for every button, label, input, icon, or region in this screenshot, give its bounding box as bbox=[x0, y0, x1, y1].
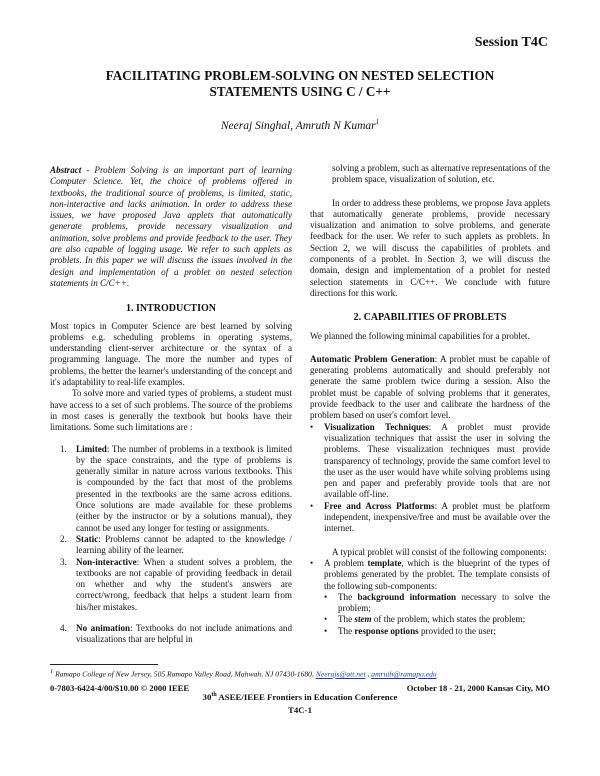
list-item bbox=[310, 558, 550, 637]
footnote-divider bbox=[50, 664, 158, 665]
title-line-2: STATEMENTS USING C / C++ bbox=[209, 84, 391, 99]
authors bbox=[60, 118, 540, 132]
template-term: template bbox=[367, 557, 402, 568]
bullet-icon: • bbox=[324, 614, 328, 625]
intro-paragraph-2: To solve more and varied types of problems, a student must have access to a set of such problems. The source of the problems in most cases is generally the textbook but books have their limitations. Some such limitations are : bbox=[50, 388, 292, 433]
item-term: No animation bbox=[76, 622, 131, 633]
template-text: , which is the blueprint of the types of problems generated by the problet. The template consists of the following sub-components: bbox=[324, 557, 550, 591]
sub-pre: The bbox=[338, 625, 355, 636]
right-paragraph-1 bbox=[310, 198, 550, 300]
bullet-icon: • bbox=[310, 500, 314, 511]
bullet-term: Free and Across Platforms bbox=[324, 500, 435, 511]
list-item bbox=[50, 534, 292, 557]
abstract-text: - Problem Solving is an important part of learning Computer Science. Yet, the choice of problems offered in textbooks, the traditional source of problems, is limited, static, non-interactive and lacks animation. In order to address these issues, we have proposed Java applets that automatically generate problems, provide necessary visualization and animation, solve problems and provide feedback to the user. They are also capable of logging usage. We refer to such applets as problets. In this paper we will discuss the issues involved in the design and implementation of a problet on nested selection statements in C/C++. bbox=[50, 165, 292, 288]
left-column bbox=[50, 165, 292, 646]
conference-name: ASEE/IEEE Frontiers in Education Conference bbox=[216, 692, 398, 702]
bullet-icon: • bbox=[324, 591, 328, 602]
footer-conference bbox=[0, 692, 600, 702]
list-item bbox=[50, 444, 292, 534]
footnote-separator: , bbox=[365, 669, 372, 679]
list-item bbox=[310, 501, 550, 535]
footer-date-location: October 18 - 21, 2000 Kansas City, MO bbox=[406, 683, 550, 693]
item-text: : Textbooks do not include animations and visualizations that are helpful in bbox=[76, 622, 292, 645]
item-text: : The number of problems in a textbook is limited by the space constraints, and the type of problems is generally similar in nature across various textbooks. This is compounded by the fact that most of the problems presented in the textbooks are the same across editions. Once solutions are made available for these problems (either by the instructor or by a solutions manual), they cannot be used any longer for testing or assignments. bbox=[76, 443, 292, 533]
list-item bbox=[50, 623, 292, 646]
template-subcomponents bbox=[324, 592, 550, 637]
sub-pre: The bbox=[338, 591, 358, 602]
right-column bbox=[310, 163, 550, 637]
list-item bbox=[310, 422, 550, 501]
list-item bbox=[324, 614, 550, 625]
template-pre: A problem bbox=[324, 557, 368, 568]
bullet-term: Visualization Techniques bbox=[324, 421, 429, 432]
conference-number: 30 bbox=[202, 692, 212, 702]
item-text: : Problems cannot be adapted to the knowledge / learning ability of the learner. bbox=[76, 533, 292, 556]
right-paragraph-1-text: In order to address these problems, we propose Java applets that automatically generate problems, provide necessary visualization and animation to solve problems, and generate feedback for the user. We refer to such applets as problets. In Section 2, we will discuss the capabilities of problets and components of a problet. In Section 3, we will discuss the domain, design and implementation of a problet for nested selection statements in C/C++. We conclude with future directions for this work. bbox=[310, 197, 550, 298]
sub-text: of the problem, which states the problem; bbox=[371, 614, 526, 625]
bullet-icon: • bbox=[310, 557, 314, 568]
bullet-text: : A problet must provide visualization techniques that assist the user in solving the problems. These visualization techniques must provide transparency of technology, provide the same comfort level to the user as the user would have while solving problems using pen and paper and preferably provide tools that are not available off-line. bbox=[324, 421, 550, 500]
item-term: Static bbox=[76, 533, 99, 544]
footnote bbox=[50, 668, 555, 679]
item-text: : When a student solves a problem, the textbooks are not capable of providing feedback in detail on whether and why the student's answers are correct/wrong, feedback that helps a student learn from his/her mistakes. bbox=[76, 556, 292, 612]
email-link-1[interactable]: Neerajs@att.net bbox=[315, 669, 366, 679]
limitations-list bbox=[50, 444, 292, 646]
author-footnote-mark: 1 bbox=[375, 118, 380, 126]
footnote-mark: 1 bbox=[50, 668, 54, 675]
paper-title bbox=[60, 68, 540, 100]
footnote-text: Ramapo College of New Jersey, 505 Ramapo Valley Road, Mahwah, NJ 07430-1680, bbox=[53, 669, 316, 679]
email-link-2[interactable]: amruth@ramapo.edu bbox=[371, 669, 437, 679]
bullet-text: : A problet must be platform independent, inexpensive/free and must be available over the internet. bbox=[324, 500, 551, 534]
item-number: 2. bbox=[60, 533, 67, 544]
conference-ordinal: th bbox=[211, 692, 217, 699]
list-item bbox=[324, 592, 550, 615]
item-term: Non-interactive bbox=[76, 556, 137, 567]
item-number: 1. bbox=[60, 443, 67, 454]
sub-pre: The bbox=[338, 614, 355, 625]
item-number: 3. bbox=[60, 556, 67, 567]
item-term: Limited bbox=[76, 443, 107, 454]
components-list bbox=[310, 558, 550, 637]
intro-paragraph-1: Most topics in Computer Science are best learned by solving problems e.g. scheduling problems in operating systems, understanding client-server architecture or the syntax of a programming language. The more the number and types of problems, the better the learner's understanding of the concept and it's adaptability to real-life examples. bbox=[50, 320, 292, 388]
apg-text: : A problet must be capable of generating problems automatically and should preferably not generate the same problem twice during a session. Also the problet must be capable of solving problems that it generates, provide feedback to the user and calibrate the hardness of the problem based on user's comfort level. bbox=[310, 353, 550, 421]
abstract bbox=[50, 165, 292, 289]
bullet-icon: • bbox=[324, 625, 328, 636]
capabilities-list bbox=[310, 422, 550, 535]
apg-term: Automatic Problem Generation bbox=[310, 353, 435, 364]
section-heading-introduction: 1. INTRODUCTION bbox=[125, 303, 216, 315]
list-item bbox=[50, 557, 292, 613]
footer-isbn: 0-7803-6424-4/00/$10.00 © 2000 IEEE bbox=[50, 683, 190, 693]
section-heading-capabilities: 2. CAPABILITIES OF PROBLETS bbox=[353, 312, 507, 324]
capabilities-intro: We planned the following minimal capabilities for a problet. bbox=[310, 330, 530, 341]
continued-list-text: solving a problem, such as alternative representations of the problem space, visualization of solution, etc. bbox=[332, 163, 550, 185]
item-number: 4. bbox=[60, 622, 67, 633]
sub-term: stem bbox=[354, 614, 372, 625]
bullet-icon: • bbox=[310, 421, 314, 432]
title-line-1: FACILITATING PROBLEM-SOLVING ON NESTED SELECTION bbox=[105, 68, 495, 83]
author-names: Neeraj Singhal, Amruth N Kumar bbox=[220, 119, 376, 132]
page-number: T4C-1 bbox=[288, 705, 312, 715]
session-label: Session T4C bbox=[474, 35, 548, 50]
sub-text: provided to the user; bbox=[418, 625, 496, 636]
abstract-label: Abstract bbox=[50, 165, 82, 175]
components-intro: A typical problet will consist of the following components: bbox=[332, 546, 547, 557]
sub-term: background information bbox=[357, 591, 457, 602]
sub-text: necessary to solve the problem; bbox=[338, 591, 550, 614]
automatic-problem-generation bbox=[310, 354, 550, 422]
list-item bbox=[324, 626, 550, 637]
sub-term: response options bbox=[354, 625, 419, 636]
